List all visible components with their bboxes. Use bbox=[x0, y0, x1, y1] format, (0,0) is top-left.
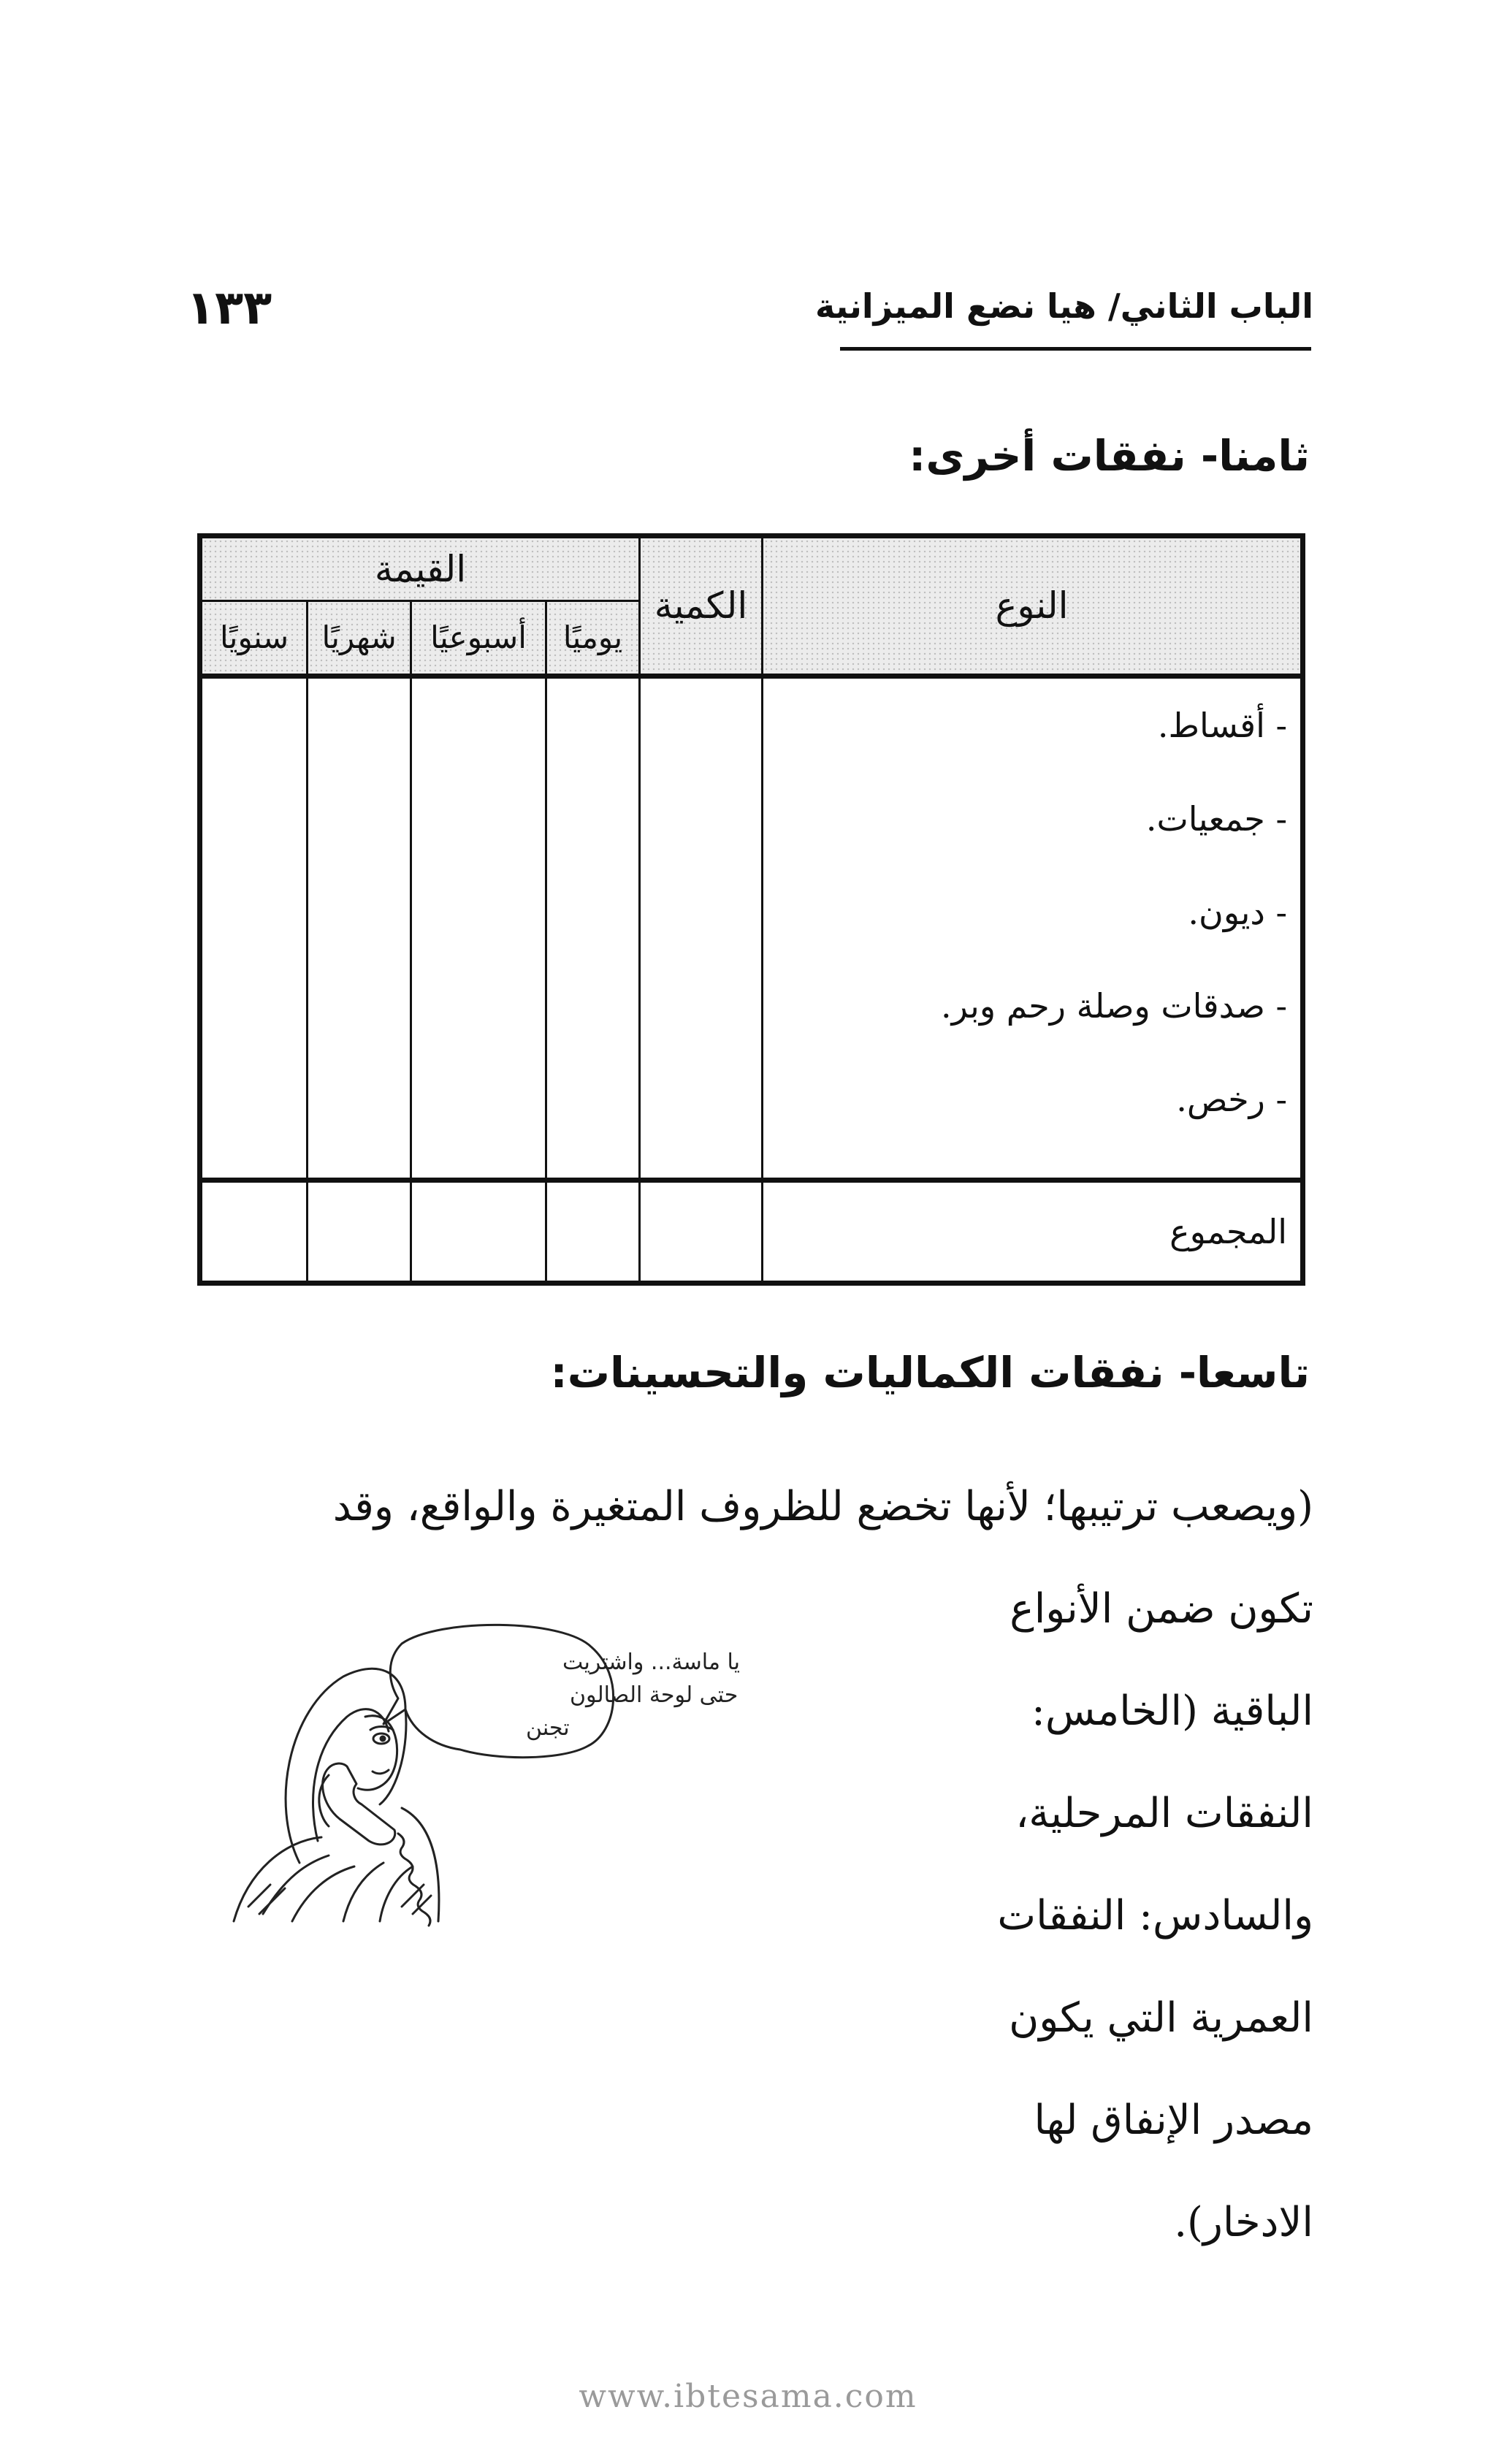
weekly-cell bbox=[411, 676, 546, 1180]
quantity-cell bbox=[640, 676, 763, 1180]
monthly-cell bbox=[308, 676, 411, 1180]
site-watermark: www.ibtesama.com bbox=[579, 2378, 917, 2415]
speech-line: تجنن bbox=[526, 1715, 570, 1741]
list-item: - صدقات وصلة رحم وبر. bbox=[941, 985, 1288, 1026]
list-item: - رخص. bbox=[1176, 1079, 1288, 1119]
list-item: - أقساط. bbox=[1157, 705, 1288, 745]
items-cell bbox=[763, 676, 1303, 1180]
col-header-value: القيمة bbox=[200, 536, 640, 601]
col-header-yearly: سنويًا bbox=[200, 600, 308, 676]
page-number: ١٣٣ bbox=[186, 281, 272, 335]
paragraph-line: والسادس: النفقات bbox=[997, 1892, 1313, 1939]
total-yearly-cell bbox=[200, 1180, 308, 1283]
paragraph-line: مصدر الإنفاق لها bbox=[1034, 2097, 1313, 2144]
col-header-quantity: الكمية bbox=[640, 536, 763, 676]
speech-line: حتى لوحة الصالون bbox=[570, 1682, 739, 1708]
daily-cell bbox=[546, 676, 640, 1180]
paragraph-line: الباقية (الخامس: bbox=[1031, 1687, 1313, 1735]
section-8-heading: ثامنا- نفقات أخرى: bbox=[909, 431, 1310, 481]
paragraph-line: تكون ضمن الأنواع bbox=[1010, 1585, 1313, 1633]
total-weekly-cell bbox=[411, 1180, 546, 1283]
total-monthly-cell bbox=[308, 1180, 411, 1283]
speech-line: يا ماسة... واشتريت bbox=[562, 1649, 740, 1675]
list-item: - جمعيات. bbox=[1145, 798, 1288, 839]
paragraph-line: (ويصعب ترتيبها؛ لأنها تخضع للظروف المتغيرة والواقع، وقد bbox=[332, 1483, 1313, 1530]
col-header-monthly: شهريًا bbox=[308, 600, 411, 676]
header-rule bbox=[840, 347, 1311, 351]
yearly-cell bbox=[200, 676, 308, 1180]
list-item: - ديون. bbox=[1188, 892, 1288, 932]
col-header-weekly: أسبوعيًا bbox=[411, 600, 546, 676]
section-9-heading: تاسعا- نفقات الكماليات والتحسينات: bbox=[550, 1348, 1310, 1397]
paragraph-line: العمرية التي يكون bbox=[1009, 1994, 1313, 2042]
running-title: الباب الثاني/ هيا نضع الميزانية bbox=[814, 286, 1313, 326]
body bbox=[234, 1808, 439, 1921]
paragraph-line: النفقات المرحلية، bbox=[1015, 1790, 1313, 1837]
total-label: المجموع bbox=[763, 1180, 1303, 1283]
col-header-type: النوع bbox=[763, 536, 1303, 676]
total-daily-cell bbox=[546, 1180, 640, 1283]
paragraph-line: الادخار). bbox=[1174, 2199, 1313, 2246]
other-expenses-table bbox=[197, 533, 1305, 1286]
total-quantity-cell bbox=[640, 1180, 763, 1283]
phone-handset bbox=[323, 1763, 395, 1845]
woman-on-phone-illustration bbox=[219, 1622, 740, 1929]
col-header-daily: يوميًا bbox=[546, 600, 640, 676]
